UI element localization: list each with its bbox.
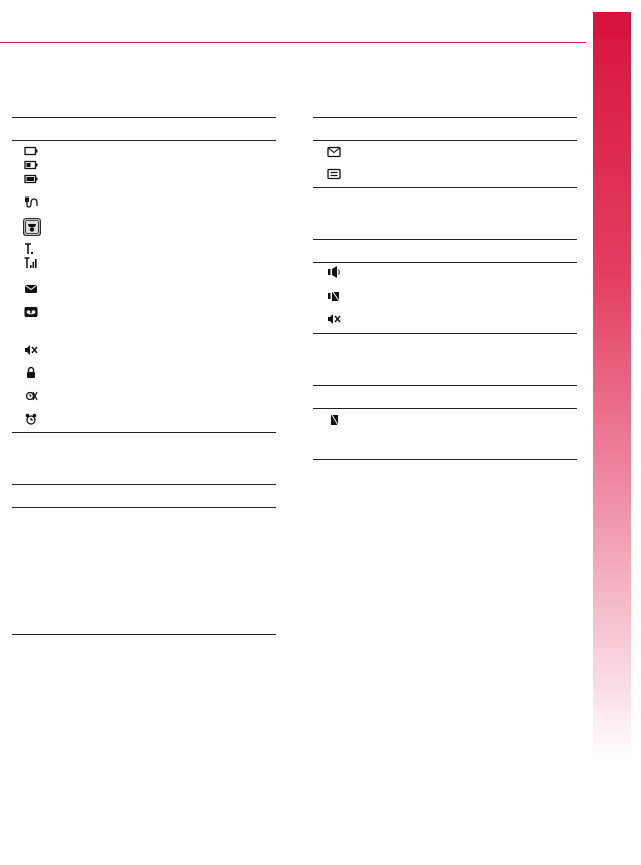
table-top-rule [313,385,577,386]
table-top-rule [12,484,276,485]
table-bottom-rule [313,459,577,460]
table-top-rule [313,117,577,118]
side-chapter-tab [593,12,631,38]
battery-medium-icon [24,158,38,172]
table-top-rule [12,117,276,118]
table-bottom-rule [313,333,577,334]
alarm-on-icon [24,412,38,426]
table-header-rule [313,408,577,409]
table-bottom-rule [12,634,276,635]
alarm-off-icon [24,389,38,403]
signal-strong-icon [24,256,38,270]
side-chapter-band [593,12,631,760]
top-accent-rule [0,42,586,43]
table-header-rule [313,262,577,263]
voicemail-icon [24,305,38,319]
lock-icon [24,366,38,380]
silent-mode-icon [24,343,38,357]
battery-full-icon [24,172,38,186]
table-header-rule [12,507,276,508]
battery-low-icon [24,144,38,158]
table-bottom-rule [12,432,276,433]
speaker-on-icon [327,265,341,279]
incoming-call-icon [23,218,41,236]
charging-plug-icon [24,194,38,208]
envelope-icon [327,145,341,159]
message-envelope-icon [24,282,38,296]
speaker-vibrate-icon [327,289,341,303]
table-top-rule [313,239,577,240]
text-message-icon [327,167,341,181]
table-bottom-rule [313,187,577,188]
speaker-muted-icon [327,312,341,326]
table-header-rule [313,140,577,141]
signal-weak-icon [24,242,38,256]
table-header-rule [12,140,276,141]
vibrate-icon [327,413,341,427]
